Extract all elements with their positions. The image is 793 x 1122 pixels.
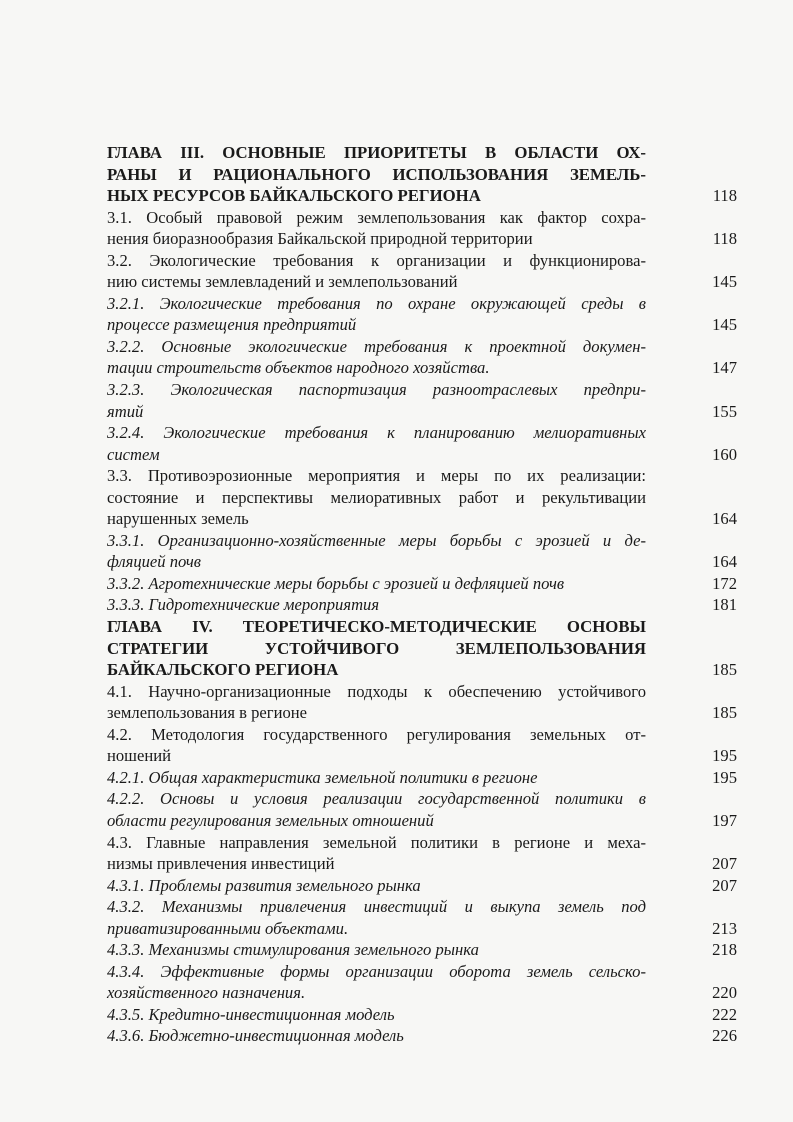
toc-line (107, 659, 737, 681)
page-number: 145 (712, 272, 737, 292)
page-number: 181 (712, 595, 737, 615)
page-number: 207 (712, 854, 737, 874)
toc-entry-text: 4.2. Методология государственного регулирования земельных от- (107, 724, 646, 744)
toc-section-entry (107, 465, 737, 530)
toc-entry-text: 4.2.2. Основы и условия реализации государственной политики в (107, 789, 646, 809)
toc-line (107, 357, 737, 379)
toc-subsection-entry (107, 1004, 737, 1026)
page-number: 155 (712, 401, 737, 421)
toc-line (107, 832, 737, 854)
toc-entry-text: фляцией почв (107, 552, 202, 572)
toc-line (107, 875, 737, 897)
toc-entry-text: НЫХ РЕСУРСОВ БАЙКАЛЬСКОГО РЕГИОНА (107, 186, 481, 206)
toc-line (107, 314, 737, 336)
toc-line (107, 530, 737, 552)
toc-subsection-entry (107, 788, 737, 831)
toc-section-entry (107, 250, 737, 293)
toc-line (107, 379, 737, 401)
toc-line (107, 1004, 737, 1026)
toc-line (107, 681, 737, 703)
page-number: 213 (712, 918, 737, 938)
toc-line (107, 142, 737, 164)
toc-entry-text: хозяйственного назначения. (107, 983, 306, 1003)
toc-line (107, 638, 737, 660)
toc-subsection-entry (107, 293, 737, 336)
toc-line (107, 185, 737, 207)
toc-line (107, 250, 737, 272)
page-number: 164 (712, 509, 737, 529)
page-number: 207 (712, 875, 737, 895)
toc-entry-text: 3.1. Особый правовой режим землепользования как фактор сохра- (107, 207, 646, 227)
page-number: 118 (712, 229, 737, 249)
page-number: 118 (712, 186, 737, 206)
toc-section-entry (107, 832, 737, 875)
toc-subsection-entry (107, 767, 737, 789)
toc-entry-text: РАНЫ И РАЦИОНАЛЬНОГО ИСПОЛЬЗОВАНИЯ ЗЕМЕЛЬ- (107, 164, 646, 184)
toc-line (107, 745, 737, 767)
toc-entry-text: ношений (107, 746, 171, 766)
toc-entry-text: 3.2.3. Экологическая паспортизация разноотраслевых предпри- (107, 380, 646, 400)
page-number: 164 (712, 552, 737, 572)
page-number: 195 (712, 767, 737, 787)
toc-entry-text: 3.3.3. Гидротехнические мероприятия (107, 595, 380, 615)
toc-line (107, 573, 737, 595)
toc-entry-text: землепользования в регионе (107, 703, 308, 723)
toc-entry-text: ГЛАВА IV. ТЕОРЕТИЧЕСКО-МЕТОДИЧЕСКИЕ ОСНОВЫ (107, 617, 646, 637)
toc-entry-text: 4.2.1. Общая характеристика земельной политики в регионе (107, 767, 538, 787)
toc-line (107, 508, 737, 530)
toc-line (107, 896, 737, 918)
toc-section-entry (107, 681, 737, 724)
toc-entry-text: 4.3.1. Проблемы развития земельного рынка (107, 875, 421, 895)
toc-line (107, 401, 737, 423)
toc-line (107, 551, 737, 573)
toc-subsection-entry (107, 594, 737, 616)
toc-entry-text: 3.3. Противоэрозионные мероприятия и меры по их реализации: (107, 466, 646, 486)
toc-entry-text: 3.2.1. Экологические требования по охране окружающей среды в (107, 293, 646, 313)
toc-entry-text: 4.3.6. Бюджетно-инвестиционная модель (107, 1026, 404, 1046)
toc-line (107, 594, 737, 616)
toc-line (107, 164, 737, 186)
toc-entry-text: 4.3.3. Механизмы стимулирования земельного рынка (107, 940, 479, 960)
page-number: 147 (712, 358, 737, 378)
toc-section-entry (107, 207, 737, 250)
toc-entry-text: 4.1. Научно-организационные подходы к обеспечению устойчивого (107, 681, 646, 701)
toc-subsection-entry (107, 1025, 737, 1047)
toc-line (107, 207, 737, 229)
page-number: 185 (712, 703, 737, 723)
toc-entry-text: нарушенных земель (107, 509, 249, 529)
toc-line (107, 616, 737, 638)
toc-entry-text: приватизированными объектами. (107, 918, 349, 938)
toc-line (107, 810, 737, 832)
page-number: 195 (712, 746, 737, 766)
page-number: 222 (712, 1004, 737, 1024)
toc-entry-text: БАЙКАЛЬСКОГО РЕГИОНА (107, 660, 339, 680)
toc-subsection-entry (107, 530, 737, 573)
toc-entry-text: 4.3.5. Кредитно-инвестиционная модель (107, 1004, 395, 1024)
toc-subsection-entry (107, 573, 737, 595)
toc-line (107, 487, 737, 509)
toc-entry-text: СТРАТЕГИИ УСТОЙЧИВОГО ЗЕМЛЕПОЛЬЗОВАНИЯ (107, 638, 646, 658)
toc-entry-text: нения биоразнообразия Байкальской природной территории (107, 229, 533, 249)
toc-line (107, 465, 737, 487)
toc-chapter-entry (107, 616, 737, 681)
table-of-contents (107, 142, 737, 1047)
page-number: 226 (712, 1026, 737, 1046)
toc-subsection-entry (107, 939, 737, 961)
page-number: 160 (712, 444, 737, 464)
page-number: 220 (712, 983, 737, 1003)
toc-line (107, 961, 737, 983)
toc-entry-text: 3.2.4. Экологические требования к планированию мелиоративных (107, 423, 646, 443)
page-number: 145 (712, 315, 737, 335)
toc-entry-text: 4.3. Главные направления земельной политики в регионе и меха- (107, 832, 646, 852)
toc-line (107, 1025, 737, 1047)
toc-chapter-entry (107, 142, 737, 207)
toc-subsection-entry (107, 379, 737, 422)
toc-entry-text: состояние и перспективы мелиоративных работ и рекультивации (107, 487, 646, 507)
toc-entry-text: 4.3.4. Эффективные формы организации оборота земель сельско- (107, 961, 646, 981)
page-number: 172 (712, 573, 737, 593)
page-number: 218 (712, 940, 737, 960)
toc-entry-text: области регулирования земельных отношений (107, 810, 434, 830)
toc-line (107, 228, 737, 250)
toc-entry-text: 3.3.1. Организационно-хозяйственные меры борьбы с эрозией и де- (107, 530, 646, 550)
toc-line (107, 939, 737, 961)
toc-subsection-entry (107, 336, 737, 379)
toc-subsection-entry (107, 896, 737, 939)
toc-entry-text: тации строительств объектов народного хозяйства. (107, 358, 490, 378)
toc-line (107, 788, 737, 810)
toc-subsection-entry (107, 961, 737, 1004)
toc-line (107, 918, 737, 940)
toc-line (107, 336, 737, 358)
toc-line (107, 767, 737, 789)
toc-entry-text: процессе размещения предприятий (107, 315, 357, 335)
toc-entry-text: 3.2.2. Основные экологические требования к проектной докумен- (107, 336, 646, 356)
toc-entry-text: низмы привлечения инвестиций (107, 854, 335, 874)
toc-line (107, 982, 737, 1004)
page-number: 185 (712, 660, 737, 680)
toc-entry-text: ятий (107, 401, 144, 421)
toc-entry-text: 3.3.2. Агротехнические меры борьбы с эрозией и дефляцией почв (107, 573, 565, 593)
toc-line (107, 702, 737, 724)
toc-line (107, 422, 737, 444)
page-number: 197 (712, 810, 737, 830)
toc-line (107, 724, 737, 746)
toc-line (107, 444, 737, 466)
toc-line (107, 853, 737, 875)
toc-line (107, 293, 737, 315)
toc-section-entry (107, 724, 737, 767)
toc-entry-text: 3.2. Экологические требования к организации и функционирова- (107, 250, 646, 270)
toc-entry-text: 4.3.2. Механизмы привлечения инвестиций и выкупа земель под (107, 897, 646, 917)
toc-subsection-entry (107, 422, 737, 465)
toc-entry-text: систем (107, 444, 160, 464)
toc-entry-text: ГЛАВА III. ОСНОВНЫЕ ПРИОРИТЕТЫ В ОБЛАСТИ ОХ- (107, 143, 646, 162)
toc-subsection-entry (107, 875, 737, 897)
toc-entry-text: нию системы землевладений и землепользований (107, 272, 458, 292)
toc-line (107, 271, 737, 293)
